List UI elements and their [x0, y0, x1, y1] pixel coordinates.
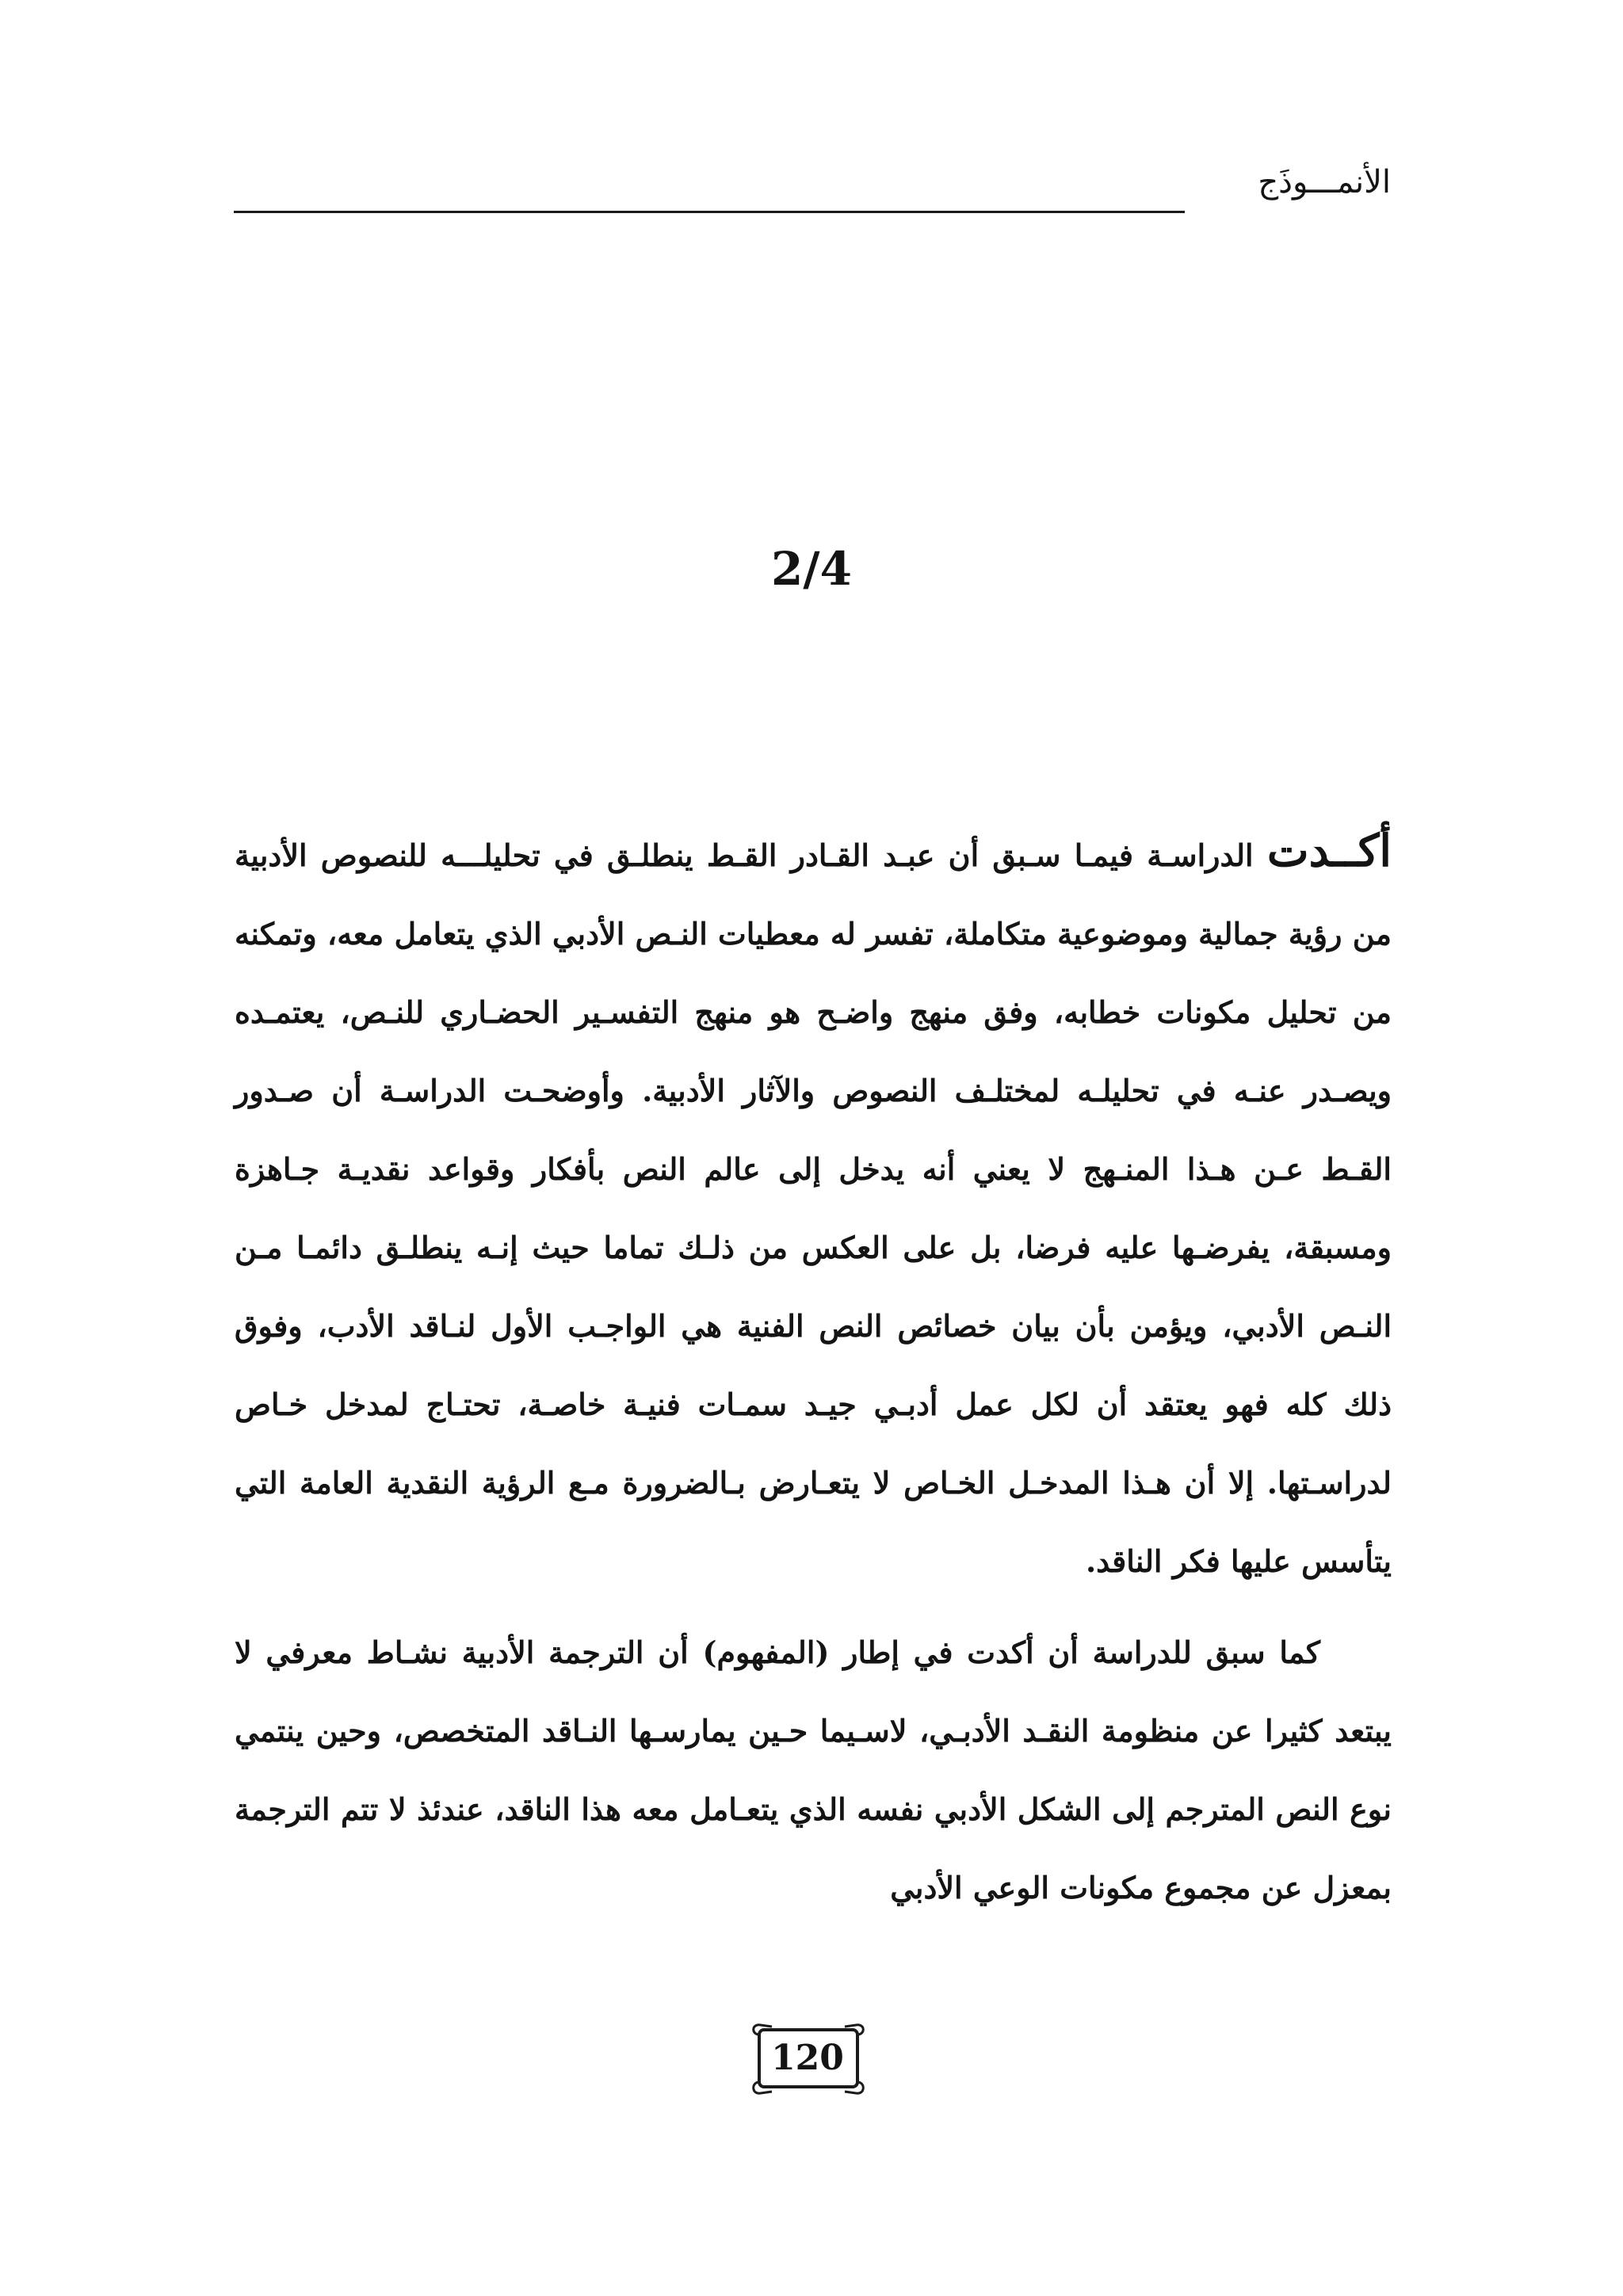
running-header — [234, 158, 1391, 222]
paragraph-2 — [235, 1613, 1392, 1927]
paragraph-lead-word: أكــدت — [1266, 825, 1392, 877]
section-number: 2/4 — [771, 542, 852, 596]
header-title: الأنمـــوذَج — [1258, 164, 1391, 200]
paragraph-1 — [235, 812, 1392, 1600]
header-rule — [234, 211, 1185, 213]
page-number-badge — [748, 2020, 867, 2100]
paragraph-2-text: كما سبق للدراسة أن أكدت في إطار (المفهوم) أن الترجمة الأدبية نشـاط معرفي لا يبتعد كثيرا عن منظومة النقـد الأدبـي، لاسـيما حـين يمارسـها النـاقد المتخصص، وحين ينتمي نوع النص المترجم إلى الشكل الأدبي نفسه الذي يتعـامل معه هذا الناقد، عندئذ لا تتم الترجمة بمعزل عن مجموع مكونات الوعي الأدبي — [235, 1634, 1392, 1905]
page-number: 120 — [771, 2038, 844, 2078]
body-text — [235, 812, 1392, 1927]
paragraph-1-text: الدراسـة فيمـا سـبق أن عبـد القـادر القـط ينطلـق في تحليلـــه للنصوص الأدبية من رؤية جمالية وموضوعية متكاملة، تفسر له معطيات النـص الأدبي الذي يتعامل معه، وتمكنه من تحليل مكونات خطابه، وفق منهج واضـح هو منهج التفسـير الحضـاري للنـص، يعتمـده ويصـدر عنـه في تحليلـه لمختلـف النصوص والآثار الأدبية. وأوضحـت الدراسـة أن صـدور القـط عـن هـذا المنـهج لا يعني أنه يدخل إلى عالم النص بأفكار وقواعد نقديـة جـاهزة ومسبقة، يفرضـها عليه فرضا، بل على العكس من ذلـك تماما حيث إنـه ينطلـق دائمـا مـن النـص الأدبي، ويؤمن بأن بيان خصائص النص الفنية هي الواجـب الأول لنـاقد الأدب، وفوق ذلك كله فهو يعتقد أن لكل عمل أدبـي جيـد سمـات فنيـة خاصـة، تحتـاج لمدخل خـاص لدراسـتها. إلا أن هـذا المدخـل الخـاص لا يتعـارض بـالضرورة مـع الرؤية النقدية العامة التي يتأسس عليها فكر الناقد. — [234, 837, 1392, 1579]
